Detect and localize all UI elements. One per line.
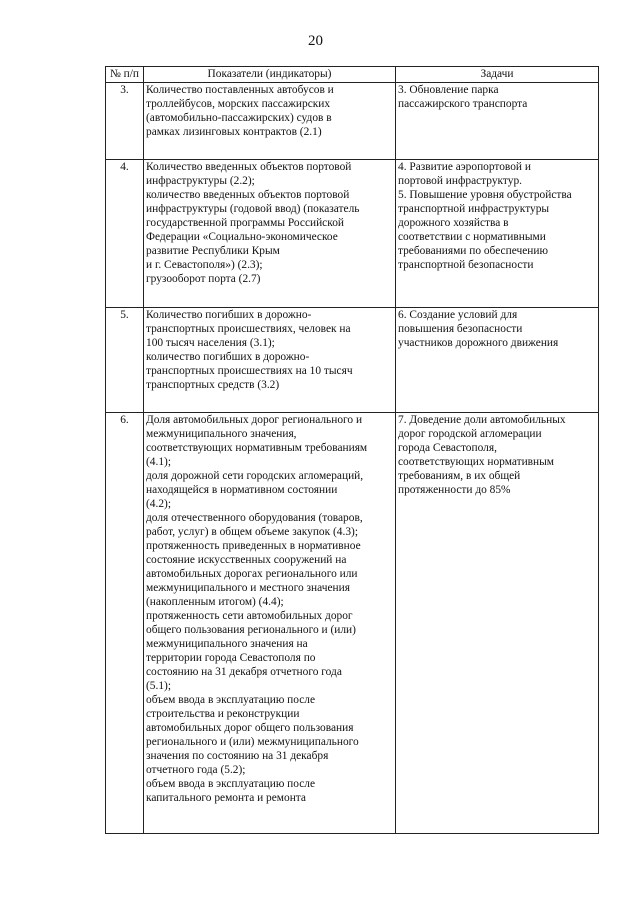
indicator-line: соответствующих нормативным требованиям <box>146 442 368 454</box>
indicator-line: состоянию на 31 декабря отчетного года <box>146 666 342 678</box>
row-number: 4. <box>106 160 144 308</box>
indicator-line: Количество поставленных автобусов и <box>146 84 334 96</box>
header-number: № п/п <box>106 67 144 83</box>
task-line: соответствующих нормативным <box>398 456 555 468</box>
task-line: участников дорожного движения <box>398 337 559 349</box>
indicator-line: межмуниципального значения, <box>146 428 297 440</box>
task-line: повышения безопасности <box>398 323 523 335</box>
task-line: 7. Доведение доли автомобильных <box>398 414 566 426</box>
task-line: дорог городской агломерации <box>398 428 542 440</box>
indicator-line: троллейбусов, морских пассажирских <box>146 98 331 110</box>
page-number: 20 <box>308 33 323 49</box>
indicator-line: развитие Республики Крым <box>146 245 280 257</box>
task-line: дорожного хозяйства в <box>398 217 509 229</box>
table-row <box>106 160 599 308</box>
indicator-line: транспортных происшествиях на 10 тысяч <box>146 365 353 377</box>
indicator-line: территории города Севастополя по <box>146 652 316 664</box>
indicator-line: состояние искусственных сооружений на <box>146 554 347 566</box>
task-line: требованиям, в их общей <box>398 470 521 482</box>
indicator-line: отчетного года (5.2); <box>146 764 246 776</box>
task-line: пассажирского транспорта <box>398 98 528 110</box>
task-line: 6. Создание условий для <box>398 309 518 321</box>
indicators-cell <box>144 83 396 160</box>
table-row <box>106 413 599 834</box>
indicator-line: капитального ремонта и ремонта <box>146 792 306 804</box>
indicator-line: и г. Севастополя») (2.3); <box>146 259 263 271</box>
task-line: соответствии с нормативными <box>398 231 546 243</box>
indicator-line: объем ввода в эксплуатацию после <box>146 778 316 790</box>
indicator-line: (4.1); <box>146 456 171 468</box>
indicator-line: автомобильных дорог общего пользования <box>146 722 354 734</box>
tasks-cell <box>396 160 599 308</box>
task-line: требованиями по обеспечению <box>398 245 548 257</box>
table-row <box>106 83 599 160</box>
indicator-line: значения по состоянию на 31 декабря <box>146 750 329 762</box>
header-tasks: Задачи <box>396 67 599 83</box>
header-indicators: Показатели (индикаторы) <box>144 67 396 83</box>
task-line: 3. Обновление парка <box>398 84 499 96</box>
tasks-cell <box>396 308 599 413</box>
task-line: транспортной безопасности <box>398 259 534 271</box>
indicators-cell <box>144 413 396 834</box>
table-row <box>106 308 599 413</box>
task-line: транспортной инфраструктуры <box>398 203 550 215</box>
indicator-line: инфраструктуры (годовой ввод) (показатель <box>146 203 360 215</box>
indicator-line: Количество введенных объектов портовой <box>146 161 352 173</box>
indicator-line: автомобильных дорогах регионального или <box>146 568 358 580</box>
indicator-line: Количество погибших в дорожно- <box>146 309 312 321</box>
indicator-line: доля отечественного оборудования (товаров, <box>146 512 363 524</box>
row-number: 5. <box>106 308 144 413</box>
task-line: протяженности до 85% <box>398 484 511 496</box>
indicator-line: межмуниципального значения на <box>146 638 308 650</box>
indicator-line: транспортных средств (3.2) <box>146 379 280 391</box>
indicator-line: (автомобильно-пассажирских) судов в <box>146 112 332 124</box>
indicator-line: строительства и реконструкции <box>146 708 300 720</box>
indicator-line: работ, услуг) в общем объеме закупок (4.3); <box>146 526 358 538</box>
indicator-line: транспортных происшествиях, человек на <box>146 323 351 335</box>
indicator-line: (накопленным итогом) (4.4); <box>146 596 284 608</box>
indicator-line: межмуниципального и местного значения <box>146 582 350 594</box>
indicators-cell <box>144 160 396 308</box>
indicator-line: (4.2); <box>146 498 171 510</box>
indicator-line: Федерации «Социально-экономическое <box>146 231 338 243</box>
indicator-line: количество введенных объектов портовой <box>146 189 350 201</box>
indicator-line: регионального и (или) межмуниципального <box>146 736 359 748</box>
indicator-line: инфраструктуры (2.2); <box>146 175 255 187</box>
row-number: 3. <box>106 83 144 160</box>
tasks-cell <box>396 413 599 834</box>
task-line: города Севастополя, <box>398 442 497 454</box>
task-line: 4. Развитие аэропортовой и <box>398 161 531 173</box>
indicator-line: грузооборот порта (2.7) <box>146 273 261 285</box>
indicator-line: количество погибших в дорожно- <box>146 351 310 363</box>
task-line: 5. Повышение уровня обустройства <box>398 189 572 201</box>
row-number: 6. <box>106 413 144 834</box>
indicator-line: общего пользования регионального и (или) <box>146 624 356 636</box>
tasks-cell <box>396 83 599 160</box>
indicators-cell <box>144 308 396 413</box>
table-header-row <box>106 67 599 83</box>
indicator-line: государственной программы Российской <box>146 217 344 229</box>
indicator-line: рамках лизинговых контрактов (2.1) <box>146 126 322 138</box>
indicator-line: протяженность сети автомобильных дорог <box>146 610 353 622</box>
indicator-line: находящейся в нормативном состоянии <box>146 484 338 496</box>
indicator-line: объем ввода в эксплуатацию после <box>146 694 316 706</box>
indicator-line: 100 тысяч населения (3.1); <box>146 337 275 349</box>
indicator-line: доля дорожной сети городских агломераций, <box>146 470 364 482</box>
indicator-line: (5.1); <box>146 680 171 692</box>
task-line: портовой инфраструктур. <box>398 175 522 187</box>
indicator-line: Доля автомобильных дорог регионального и <box>146 414 363 426</box>
indicator-line: протяженность приведенных в нормативное <box>146 540 361 552</box>
indicators-tasks-table <box>105 66 599 834</box>
